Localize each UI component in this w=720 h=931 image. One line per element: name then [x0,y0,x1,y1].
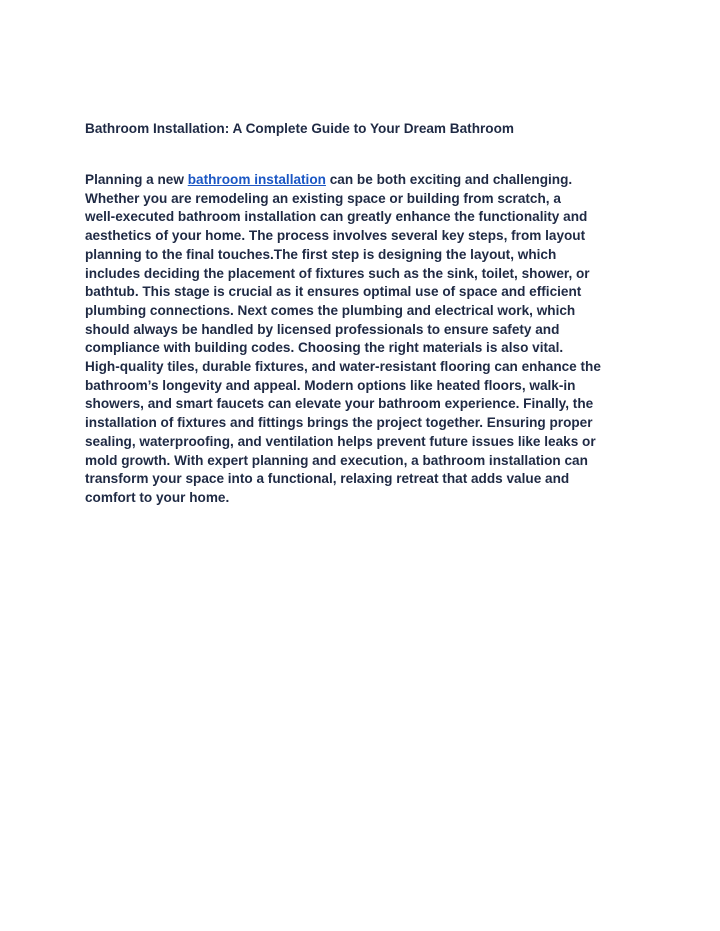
document-paragraph [85,171,645,508]
paragraph-line: plumbing connections. Next comes the plumbing and electrical work, which [85,302,576,318]
paragraph-line: High-quality tiles, durable fixtures, and water-resistant flooring can enhance the [85,359,601,375]
paragraph-line-1 [85,171,645,190]
paragraph-line: showers, and smart faucets can elevate your bathroom experience. Finally, the [85,396,594,412]
paragraph-line: installation of fixtures and fittings brings the project together. Ensuring proper [85,415,593,431]
paragraph-line-1-prefix: Planning a new [85,172,188,187]
paragraph-line: well-executed bathroom installation can greatly enhance the functionality and [85,209,588,225]
paragraph-line: aesthetics of your home. The process involves several key steps, from layout [85,228,586,244]
paragraph-line: bathroom’s longevity and appeal. Modern options like heated floors, walk-in [85,377,576,393]
paragraph-line: should always be handled by licensed professionals to ensure safety and [85,321,560,337]
paragraph-line: compliance with building codes. Choosing the right materials is also vital. [85,340,564,356]
paragraph-line: planning to the final touches.The first step is designing the layout, which [85,246,557,262]
document-title: Bathroom Installation: A Complete Guide to Your Dream Bathroom [85,121,514,136]
paragraph-line: bathtub. This stage is crucial as it ensures optimal use of space and efficient [85,284,582,300]
paragraph-line: transform your space into a functional, relaxing retreat that adds value and [85,471,570,487]
paragraph-line: Whether you are remodeling an existing space or building from scratch, a [85,190,561,206]
paragraph-line: includes deciding the placement of fixtures such as the sink, toilet, shower, or [85,265,590,281]
paragraph-line-1-suffix: can be both exciting and challenging. [325,172,573,187]
paragraph-line: comfort to your home. [85,489,230,505]
paragraph-line: mold growth. With expert planning and execution, a bathroom installation can [85,452,588,468]
paragraph-line: sealing, waterproofing, and ventilation helps prevent future issues like leaks or [85,433,596,449]
bathroom-installation-link[interactable]: bathroom installation [187,172,326,187]
